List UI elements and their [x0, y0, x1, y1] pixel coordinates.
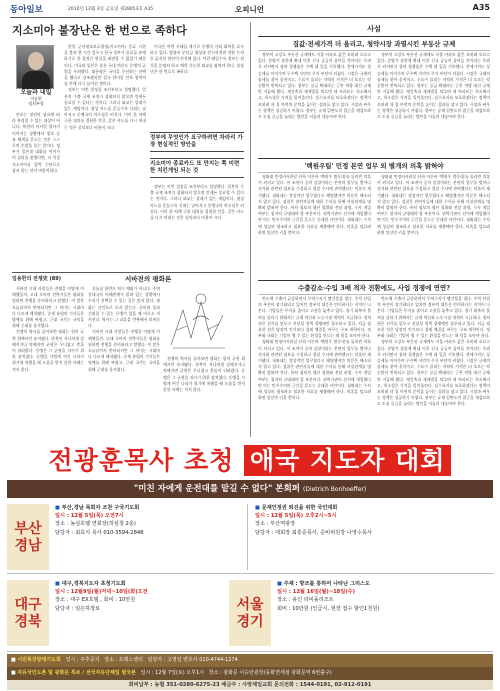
column-body-b	[12, 112, 60, 269]
editorial-paragraph: 청와대 민정비서관실 산하 이른바 '백원우 별동대'를 둘러싼 의혹이 커지고 있다. 이 조직이 공직 감찰이라는 본연의 업무를 벗어나 선거와 관련된 첩보를 수집하고 경찰 수사에 관여했다는 의혹이 제기됐다. 청와대는 정상적인 업무였다고 해명했지만 의문은 해소되지 않고 있다. 검찰은 관련자들에 대한 수사를 통해 사실관계를 명확히 밝혀야 한다. 특히 첩보의 생산 경위와 전달 과정, 수사 개입 여부는 철저히 규명돼야 할 부분이다. 권력기관이 선거에 개입했다면 이는 민주주의의 근간을 흔드는 중대한 사안이다. 청와대는 수사에 성실히 협조하고 필요한 자료를 제출해야 한다. 의혹을 덮으려 하면 불신만 키울 뿐이다.	[377, 174, 490, 235]
illustration-drawing	[163, 290, 233, 352]
event-contact: 담당자 : 임은하장로	[55, 605, 101, 612]
event-contact: 담당자 : 대회장 최흥준목사, 준비위원장 나영수목사	[255, 529, 372, 536]
pull-quote: 정부에 무엇인가 요구하려면 차라리 가장 현실적인 방안을	[150, 132, 244, 152]
editorial-paragraph: 청와대 민정비서관실 산하 이른바 '백원우 별동대'를 둘러싼 의혹이 커지고 있다. 이 조직이 공직 감찰이라는 본연의 업무를 벗어나 선거와 관련된 첩보를 수집하고 경찰 수사에 관여했다는 의혹이 제기됐다. 청와대는 정상적인 업무였다고 해명했지만 의문은 해소되지 않고 있다. 검찰은 관련자들에 대한 수사를 통해 사실관계를 명확히 밝혀야 한다. 특히 첩보의 생산 경위와 전달 과정, 수사 개입 여부는 철저히 규명돼야 할 부분이다. 권력기관이 선거에 개입했다면 이는 민주주의의 근간을 흔드는 중대한 사안이다. 청와대는 수사에 성실히 협조하고 필요한 자료를 제출해야 한다. 의혹을 덮으려 하면 불신만 키울 뿐이다.	[258, 339, 371, 401]
bar-date: 일시 : 주후공지	[65, 657, 100, 663]
page-number: A35	[472, 3, 490, 12]
event-info-left	[55, 504, 241, 537]
event-place: 장소 : 농심호텔 연회장(허심청 2층)	[55, 521, 136, 528]
column2-body-b	[88, 286, 160, 436]
editorial-label: 사설	[367, 24, 381, 33]
column2-body-a	[12, 286, 84, 436]
ad-footer: 회비납부 : 농협 351-0280-6275-23 예금주 : 사랑제일교회 문의전화 : 1544-0191, 02-912-0191	[7, 680, 493, 690]
region-label: 부산 경남	[7, 504, 49, 570]
ad-region-daegu-seoul	[7, 576, 493, 652]
editorial-headline: 수출감소·수입 3배 적자 전환에도, 사업 경쟁에 연연?	[258, 280, 490, 295]
bar-event: 자유국민도촌 및 광화문 특보 / 전국자유단체일 범국본	[17, 670, 136, 676]
event-date: 일시 : 12월 5일(목) 오후2시~5시	[255, 513, 337, 520]
editorial-body	[258, 52, 371, 154]
event-place: 장소 : 부산역광장	[255, 521, 296, 528]
ad-quote-source: (Dietrich Bonhoeffer)	[302, 486, 367, 493]
region-label: 서울 경기	[229, 580, 271, 646]
editorial-body	[258, 174, 371, 276]
author-name: 이승헌	[30, 95, 42, 101]
ad-info-bar: ■ 자유국민도촌 및 광화문 특보 / 전국자유단체일 범국본 일시 : 12월 7일(토) 오후1시 장소 : 광화문 이승만광장(동화면세점 광화문역 6번출구)	[7, 667, 493, 680]
column-paragraph: 안보는 정권의 필요에 따라 흥정할 수 있는 대상이 아니다. 북한의 미사일 발사가 이어지는 상황에서 정보 공유 체계를 흔드는 것은 스스로의 손발을 묶는 일이다. 정부가 일본과 대화를 이어가며 실리를 찾겠다면, 더 이상 지소미아를 압박 수단으로 삼지 않는 것이 바람직하다.	[12, 112, 60, 173]
newspaper-header	[10, 2, 490, 18]
column-divider	[250, 22, 251, 437]
author-affiliation: 오늘과 내일	[20, 89, 52, 96]
column-paragraph: 미국은 이번 사태를 계기로 동맹의 신뢰 회복을 요구하고 있다. 방위비 분담금 협상과 전시작전권 전환 논의 등 굵직한 현안이 산적해 있다. 이런 때일수록 정부는 원칙을 분명히 하고 예측 가능한 외교를 펼쳐야 한다. 불장난은 한 번으로 족하다.	[150, 44, 244, 74]
editorial-paragraph: 정부의 고강도 부동산 규제에도 서울 아파트 값은 오히려 오르고 있다. 분양가 상한제 확대 이후 신규 공급이 줄어들 것이라는 우려가 커지면서 청약 경쟁률은 수백 대 일을 기록했다. 전세가격도 상승세를 이어가며 무주택 서민의 주거 부담이 커졌다. 시장은 규제의 틈새를 찾아 움직이고, 수요가 몰리는 지역의 가격은 더 오르는 악순환이 반복되고 있다. 정부는 공급 확대라는 근본 처방 대신 규제만 거듭해 왔다. 재건축과 재개발을 막으면 새 아파트는 희소해지고, 희소성은 가격을 밀어올린다. 실수요자를 보호하겠다는 정책이 오히려 내 집 마련의 문턱을 높이는 결과를 낳고 있다. 시장과 싸우는 정책은 성공하기 어렵다. 정부는 규제 일변도의 접근을 재검토하고 도심 공급을 늘리는 방안을 서둘러 내놓아야 한다.	[377, 339, 490, 407]
ad-region-busan	[7, 500, 493, 574]
ad-quote: "미친 자에게 운전대를 맡길 수 없다" 본회퍼	[133, 484, 301, 494]
author-role: 정치부장	[28, 101, 44, 106]
event-info-right	[277, 580, 491, 613]
column-paragraph: 정부는 이번 결정을 조건부라고 설명했다. 일본의 수출 규제 조치가 철회되지 않으면 언제든 종료할 수 있다는 것이다. 그러나 외교는 상대가 있는 게임이다. 협상 카드를 흔들수록 신뢰는 낮아지고 동맹국의 의구심은 커진다. 이미 한 차례 극한 대치를 경험한 만큼, 같은 카드를 다시 꺼내는 것은 실익보다 비용이 크다.	[150, 184, 244, 221]
section-title: 오피니언	[235, 5, 264, 14]
issue-meta: 2010년 12월 3일 금요일 제28053호 A35	[68, 7, 154, 12]
event-info-right	[255, 504, 491, 537]
column-body-a	[64, 44, 146, 269]
bar-place: 장소 : 광화문 이승만광장(동화면세점 광화문역 6번출구)	[208, 670, 332, 676]
event-title: ■ 대구,경북지도자 초청기도회	[55, 581, 126, 587]
event-date: 일시 : 12월9일(월)저녁~10일(화)오전	[55, 589, 148, 596]
event-title: ■ 문재인정권 퇴진을 위한 국민대회	[255, 505, 338, 511]
ad-title	[7, 440, 493, 482]
event-advertisement	[7, 440, 493, 688]
column2-title: 서바전의 평화론	[125, 275, 172, 283]
editorial-body	[258, 296, 371, 436]
bar-date: 일시 : 12월 7일(토) 오후1시	[140, 670, 204, 676]
editorial-body	[377, 52, 490, 154]
column2-paragraph: 전쟁의 역사를 돌아보면 평화는 힘의 균형 위에서만 유지됐다. 한쪽이 지나치게 강해지거나 약해지면 균형은 무너졌고 충돌이 뒤따랐다. 동맹은 그 균형을 지키기 위한 장치였다. 동맹을 가볍게 여긴 나라가 위기에 처했을 때 도움을 받지 못한 사례는 적지 않다.	[12, 329, 84, 372]
bar-place: 장소 : 프레스센터	[104, 657, 143, 663]
region-label: 대구 경북	[7, 580, 49, 646]
ad-title-main: 전광훈목사 초청	[48, 446, 235, 475]
bar-event: 시민특강방대기도회	[17, 657, 61, 663]
column-paragraph: 정부는 이번 결정을 조건부라고 설명했다. 일본의 수출 규제 조치가 철회되지 않으면 언제든 종료할 수 있다는 것이다. 그러나 외교는 상대가 있는 게임이다. 협상 카드를 흔들수록 신뢰는 낮아지고 동맹국의 의구심은 커진다. 이미 한 차례 극한 대치를 경험한 만큼, 같은 카드를 다시 꺼내는 것은 실익보다 비용이 크다.	[64, 87, 146, 130]
author-photo	[16, 45, 54, 89]
editorial-headline: 집값·전세가격 더 올리고, 청약시장 과열시킨 부동산 규제	[258, 36, 490, 51]
event-title: ■ 주제 : 향조를 통하여 나타난 그리스도	[277, 581, 370, 587]
column2-paragraph: 서바전 시대 사람들은 전쟁을 어떻게 이해했을까. 고대 로마의 전략가들은 평화를 원하면 전쟁을 준비하라고 말했다. 이 말은 오늘날까지 반복되지만 그 의미는 시대마다 다르게 해석됐다. 중세 유럽의 기사들은 명예를 위해 싸웠고, 근대 국가는 국익을 위해 군대를 움직였다.	[12, 286, 84, 329]
newspaper-logo: 동아일보	[10, 5, 43, 15]
ad-divider	[247, 504, 248, 570]
author-byline	[12, 90, 60, 107]
editorial-headline: '백원우팀' 민정 본연 업무 외 별개의 의혹 밝혀야	[258, 158, 490, 173]
event-date: 일시 : 12월 5일(목) 오전7시	[55, 513, 124, 520]
column-body-c	[150, 44, 244, 128]
column-paragraph: 한일 군사정보보호협정(지소미아) 종료 시한을 불과 몇 시간 앞두고 한국 정부가 종료를 유예하기로 한 결정은 현실을 외면할 수 없었기 때문이다. 미국과 일본은 물론 국내 여론도 동맹의 균열을 우려했다. 대통령은 국익을 우선하는 선택을 했다고 강조했지만 결국 한미일 안보 협력의 틀 안에 다시 들어선 셈이다.	[64, 44, 146, 87]
ad-info-bar: ■ 시민특강방대기도회 일시 : 주후공지 장소 : 프레스센터 담당자 : 고영일 변호사 010-4744-1274	[7, 654, 493, 667]
event-title: ■ 부산,경남 목회자 조찬 구국기도회	[55, 505, 140, 511]
bar-contact: 담당자 : 고영일 변호사 010-4744-1274	[147, 657, 238, 663]
editorial-body	[377, 174, 490, 276]
event-place: 장소 : 대구 EX호텔 , 회비 : 10만원	[55, 597, 136, 604]
editorial-paragraph: 정부의 고강도 부동산 규제에도 서울 아파트 값은 오히려 오르고 있다. 분양가 상한제 확대 이후 신규 공급이 줄어들 것이라는 우려가 커지면서 청약 경쟁률은 수백 대 일을 기록했다. 전세가격도 상승세를 이어가며 무주택 서민의 주거 부담이 커졌다. 시장은 규제의 틈새를 찾아 움직이고, 수요가 몰리는 지역의 가격은 더 오르는 악순환이 반복되고 있다. 정부는 공급 확대라는 근본 처방 대신 규제만 거듭해 왔다. 재건축과 재개발을 막으면 새 아파트는 희소해지고, 희소성은 가격을 밀어올린다. 실수요자를 보호하겠다는 정책이 오히려 내 집 마련의 문턱을 높이는 결과를 낳고 있다. 시장과 싸우는 정책은 성공하기 어렵다. 정부는 규제 일변도의 접근을 재검토하고 도심 공급을 늘리는 방안을 서둘러 내놓아야 한다.	[258, 52, 371, 120]
editorial-paragraph: 청와대 민정비서관실 산하 이른바 '백원우 별동대'를 둘러싼 의혹이 커지고 있다. 이 조직이 공직 감찰이라는 본연의 업무를 벗어나 선거와 관련된 첩보를 수집하고 경찰 수사에 관여했다는 의혹이 제기됐다. 청와대는 정상적인 업무였다고 해명했지만 의문은 해소되지 않고 있다. 검찰은 관련자들에 대한 수사를 통해 사실관계를 명확히 밝혀야 한다. 특히 첩보의 생산 경위와 전달 과정, 수사 개입 여부는 철저히 규명돼야 할 부분이다. 권력기관이 선거에 개입했다면 이는 민주주의의 근간을 흔드는 중대한 사안이다. 청와대는 수사에 성실히 협조하고 필요한 자료를 제출해야 한다. 의혹을 덮으려 하면 불신만 키울 뿐이다.	[258, 174, 371, 235]
editorial-paragraph: 반도체 수출이 급감하면서 무역수지가 빨간불을 켰다. 주력 산업의 부진이 장기화되고 있지만 정부의 대응은 안이하다는 지적이 나온다. 기업들은 투자를 줄이고 고용을 늦추고 있다. 경기 회복의 불씨를 살리기 위해서는 규제 혁신과 노동시장 개혁이 시급하다. 정치권은 선거를 앞두고 선심성 정책 경쟁에만 몰두하고 있다. 지금 필요한 것은 당장의 인기보다 경제 체질을 바꾸는 구조 개혁이다. 정부와 국회는 기업이 뛸 수 있는 환경을 만드는 데 힘을 모아야 한다.	[377, 296, 490, 339]
event-contact: 회비 : 10만원 (인급식, 현장 접수 할인1천원)	[277, 605, 380, 612]
event-date: 일시 : 12월 16일(월)~18일(수)	[277, 589, 356, 596]
column2-body-c	[163, 356, 245, 436]
column2-paragraph: 오늘날 한반도 역시 예외가 아니다. 주변 강대국의 이해관계가 얽혀 있는 상황에서 우리가 선택할 수 있는 길은 많지 않다. 평화는 선언으로 오지 않는다. 준비된 힘과 신뢰할 수 있는 동맹이 있을 때 비로소 지켜진다. 역사는 그 교훈을 반복해서 보여준다.	[88, 286, 160, 329]
event-contact: 담당자 : 최효식 목사 010-3594-2848	[55, 529, 144, 536]
event-info-left	[55, 580, 223, 613]
column2-paragraph: 서바전 시대 사람들은 전쟁을 어떻게 이해했을까. 고대 로마의 전략가들은 평화를 원하면 전쟁을 준비하라고 말했다. 이 말은 오늘날까지 반복되지만 그 의미는 시대마다 다르게 해석됐다. 중세 유럽의 기사들은 명예를 위해 싸웠고, 근대 국가는 국익을 위해 군대를 움직였다.	[88, 329, 160, 372]
column-body-d	[150, 184, 244, 270]
ad-quote-banner	[7, 480, 493, 498]
ad-title-highlight: 애국 지도자 대회	[244, 445, 451, 476]
event-place: 장소 : 용인 라비돌리조트	[277, 597, 334, 604]
editorial-body	[377, 296, 490, 436]
column-title: 지소미아 불장난은 한 번으로 족하다	[12, 24, 187, 37]
editorial-paragraph: 정부의 고강도 부동산 규제에도 서울 아파트 값은 오히려 오르고 있다. 분양가 상한제 확대 이후 신규 공급이 줄어들 것이라는 우려가 커지면서 청약 경쟁률은 수백 대 일을 기록했다. 전세가격도 상승세를 이어가며 무주택 서민의 주거 부담이 커졌다. 시장은 규제의 틈새를 찾아 움직이고, 수요가 몰리는 지역의 가격은 더 오르는 악순환이 반복되고 있다. 정부는 공급 확대라는 근본 처방 대신 규제만 거듭해 왔다. 재건축과 재개발을 막으면 새 아파트는 희소해지고, 희소성은 가격을 밀어올린다. 실수요자를 보호하겠다는 정책이 오히려 내 집 마련의 문턱을 높이는 결과를 낳고 있다. 시장과 싸우는 정책은 성공하기 어렵다. 정부는 규제 일변도의 접근을 재검토하고 도심 공급을 늘리는 방안을 서둘러 내놓아야 한다.	[377, 52, 490, 120]
column2-paragraph: 전쟁의 역사를 돌아보면 평화는 힘의 균형 위에서만 유지됐다. 한쪽이 지나치게 강해지거나 약해지면 균형은 무너졌고 충돌이 뒤따랐다. 동맹은 그 균형을 지키기 위한 장치였다. 동맹을 가볍게 여긴 나라가 위기에 처했을 때 도움을 받지 못한 사례는 적지 않다.	[163, 356, 245, 393]
editorial-paragraph: 반도체 수출이 급감하면서 무역수지가 빨간불을 켰다. 주력 산업의 부진이 장기화되고 있지만 정부의 대응은 안이하다는 지적이 나온다. 기업들은 투자를 줄이고 고용을 늦추고 있다. 경기 회복의 불씨를 살리기 위해서는 규제 혁신과 노동시장 개혁이 시급하다. 정치권은 선거를 앞두고 선심성 정책 경쟁에만 몰두하고 있다. 지금 필요한 것은 당장의 인기보다 경제 체질을 바꾸는 구조 개혁이다. 정부와 국회는 기업이 뛸 수 있는 환경을 만드는 데 힘을 모아야 한다.	[258, 296, 371, 339]
column2-author: 임용한의 전쟁史 (89)	[12, 276, 61, 282]
pull-quote: 지소미아 종료카드 또 만지는 쪽 미련한 치킨게임 되는 것	[150, 158, 244, 178]
